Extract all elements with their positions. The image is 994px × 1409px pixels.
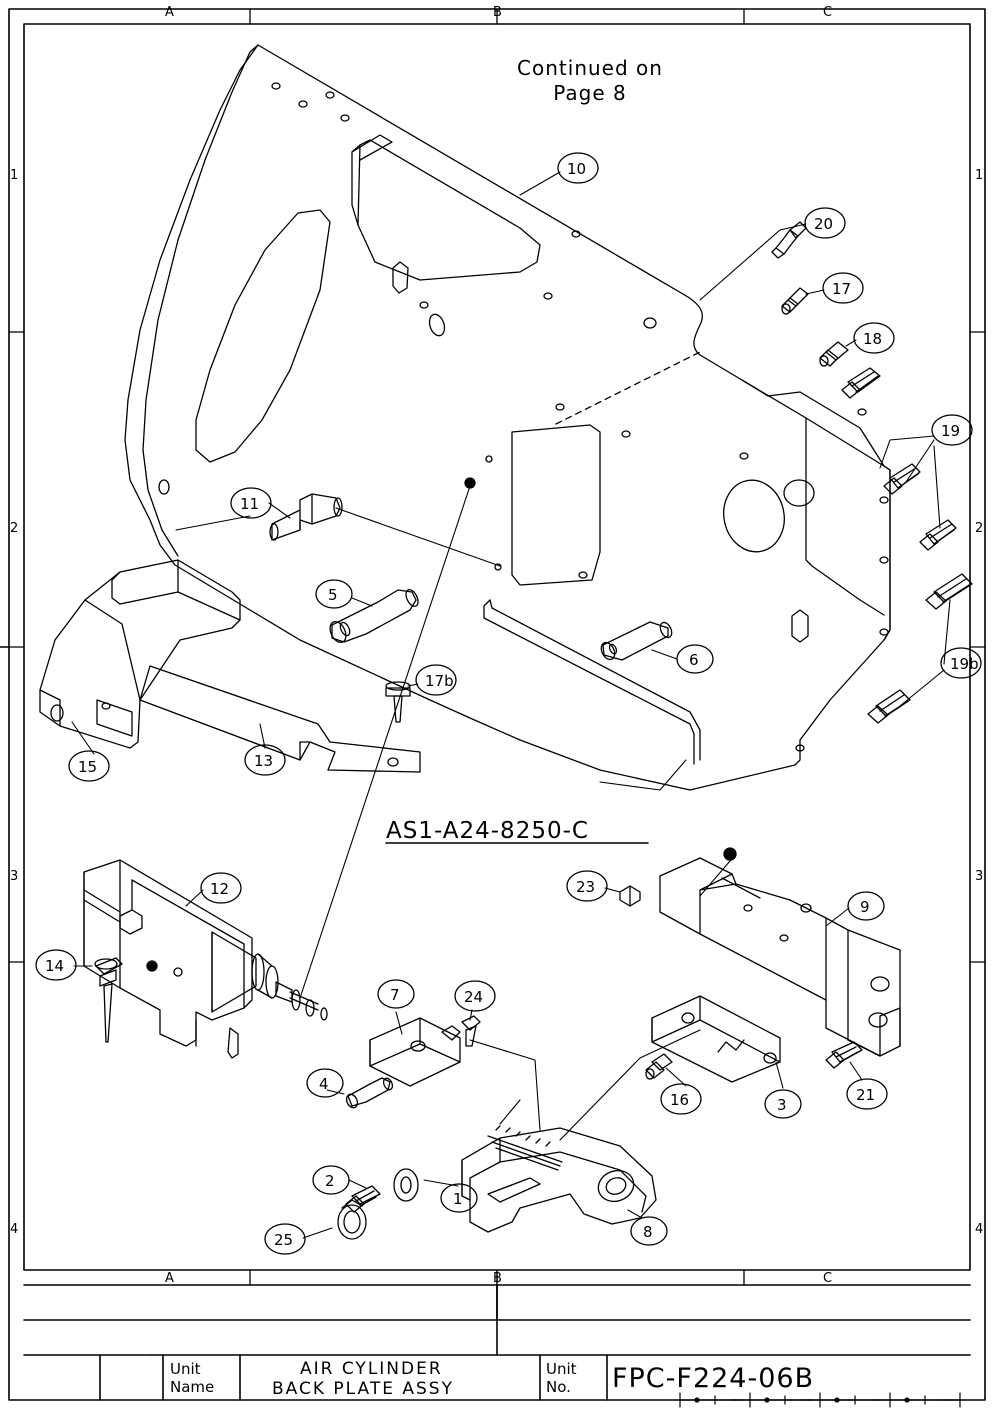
balloon-label-6: 6 bbox=[689, 651, 699, 669]
bracket-13 bbox=[40, 560, 420, 772]
zone-bottom-b: B bbox=[493, 1271, 502, 1286]
unit-no-label-line2: No. bbox=[546, 1378, 571, 1396]
zone-right-4: 4 bbox=[975, 1222, 984, 1237]
balloon-circles bbox=[36, 153, 984, 1254]
scale-bar bbox=[680, 1393, 960, 1407]
title-block-frame bbox=[24, 1285, 970, 1400]
fastener-19-a bbox=[842, 368, 880, 398]
zone-left-1: 1 bbox=[10, 168, 19, 183]
fastener-16 bbox=[646, 1054, 672, 1079]
zone-left-3: 3 bbox=[10, 869, 19, 884]
drawing-title-line1: AIR CYLINDER bbox=[300, 1359, 443, 1379]
balloon-label-4: 4 bbox=[319, 1075, 329, 1093]
balloon-label-25: 25 bbox=[274, 1231, 294, 1249]
zone-top-c: C bbox=[823, 5, 833, 20]
balloon-label-11: 11 bbox=[240, 495, 260, 513]
unit-name-label-line1: Unit bbox=[170, 1360, 201, 1378]
air-cylinder-12 bbox=[84, 860, 327, 1058]
plate-3 bbox=[652, 996, 780, 1082]
balloon-label-18: 18 bbox=[863, 330, 883, 348]
balloon-label-23: 23 bbox=[576, 878, 596, 896]
zone-top-b: B bbox=[493, 5, 502, 20]
fastener-18 bbox=[820, 342, 848, 366]
fastener-24 bbox=[462, 1016, 480, 1046]
continued-note-line1: Continued on bbox=[517, 56, 663, 80]
retainer-ring-25 bbox=[338, 1200, 366, 1239]
unit-no-value: FPC-F224-06B bbox=[612, 1363, 815, 1394]
washer-2 bbox=[394, 1169, 418, 1201]
zone-right-2: 2 bbox=[975, 521, 984, 536]
balloon-label-2: 2 bbox=[325, 1172, 335, 1190]
balloon-label-3: 3 bbox=[777, 1096, 787, 1114]
spacer-6 bbox=[599, 621, 674, 662]
zone-left-2: 2 bbox=[10, 521, 19, 536]
balloon-label-13: 13 bbox=[254, 752, 274, 770]
spacer-5 bbox=[327, 588, 421, 645]
fastener-19-e bbox=[868, 690, 910, 723]
balloon-label-12: 12 bbox=[210, 880, 230, 898]
pin-11 bbox=[270, 494, 342, 540]
balloon-label-10: 10 bbox=[567, 160, 587, 178]
zone-left-4: 4 bbox=[10, 1222, 19, 1237]
balloon-label-8: 8 bbox=[643, 1223, 653, 1241]
sheet-frame bbox=[0, 9, 985, 1400]
fastener-23 bbox=[620, 886, 640, 906]
fastener-19-d bbox=[926, 574, 972, 609]
balloon-label-15: 15 bbox=[78, 758, 98, 776]
clevis-7 bbox=[370, 1018, 460, 1086]
balloon-label-14: 14 bbox=[45, 957, 65, 975]
assembly-callout: AS1-A24-8250-C bbox=[386, 818, 589, 844]
zone-bottom-a: A bbox=[165, 1271, 174, 1286]
zone-top-a: A bbox=[165, 5, 174, 20]
balloon-label-1: 1 bbox=[453, 1190, 463, 1208]
fastener-19-c bbox=[920, 520, 956, 550]
zone-bottom-c: C bbox=[823, 1271, 833, 1286]
pin-4 bbox=[344, 1077, 394, 1110]
fastener-21 bbox=[826, 1042, 862, 1068]
fastener-17-a bbox=[782, 288, 808, 314]
latch-8 bbox=[462, 1126, 656, 1232]
balloon-label-24: 24 bbox=[464, 988, 484, 1006]
fastener-14 bbox=[95, 958, 122, 1042]
balloon-label-5: 5 bbox=[328, 586, 338, 604]
drawing-title-line2: BACK PLATE ASSY bbox=[272, 1379, 454, 1399]
bracket-9 bbox=[660, 848, 900, 1056]
unit-name-label-line2: Name bbox=[170, 1378, 215, 1396]
balloon-label-19: 19 bbox=[941, 422, 961, 440]
balloon-label-17b: 17b bbox=[425, 672, 454, 690]
continued-note-line2: Page 8 bbox=[553, 81, 627, 105]
zone-right-3: 3 bbox=[975, 869, 984, 884]
balloon-label-17: 17 bbox=[832, 280, 852, 298]
balloon-label-21: 21 bbox=[856, 1086, 876, 1104]
balloon-label-20: 20 bbox=[814, 215, 834, 233]
balloon-label-19b: 19b bbox=[950, 655, 979, 673]
unit-no-label-line1: Unit bbox=[546, 1360, 577, 1378]
back-plate-part bbox=[125, 45, 890, 790]
balloon-label-16: 16 bbox=[670, 1091, 690, 1109]
balloon-label-9: 9 bbox=[860, 898, 870, 916]
balloon-label-7: 7 bbox=[390, 986, 400, 1004]
zone-right-1: 1 bbox=[975, 168, 984, 183]
fastener-2-screw bbox=[346, 1186, 380, 1212]
leader-lines bbox=[72, 172, 950, 1238]
